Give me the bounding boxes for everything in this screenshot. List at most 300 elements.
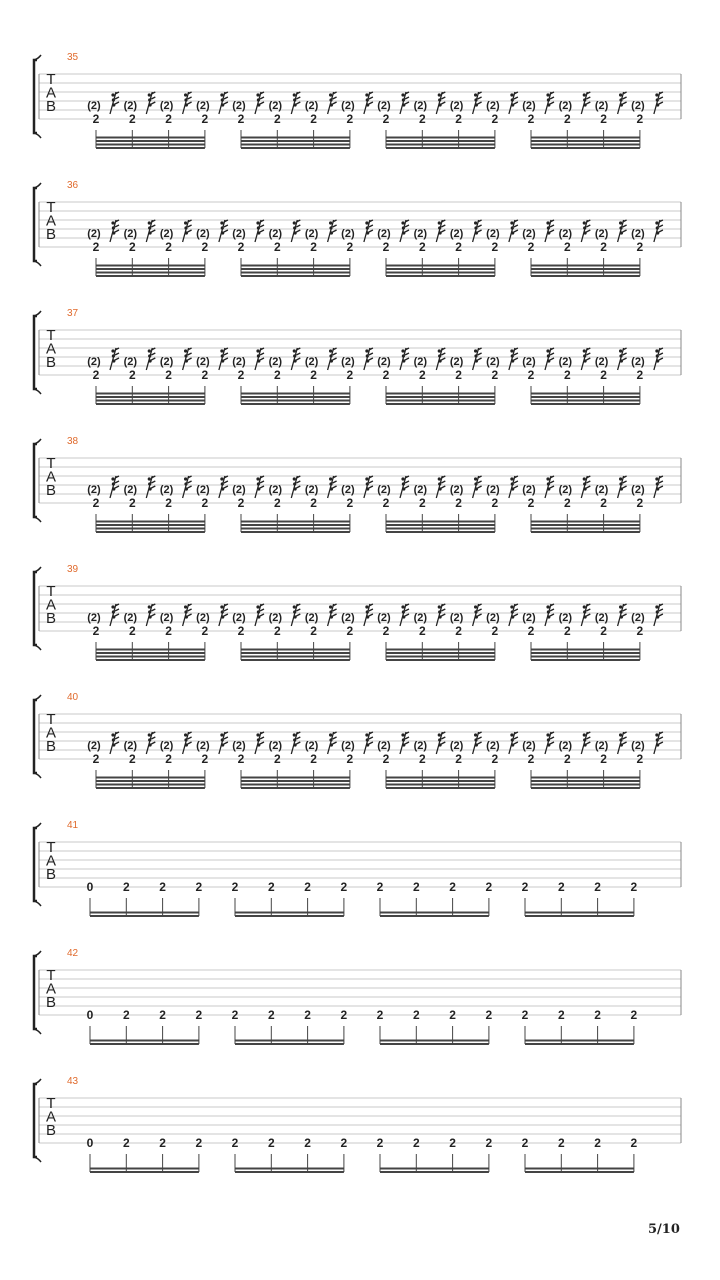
rhythm-slash-mark (183, 348, 192, 370)
slash-dot (401, 733, 404, 736)
slash-dot (185, 487, 188, 490)
slash-flag (151, 230, 155, 232)
slash-dot (583, 477, 586, 480)
slash-dot (438, 733, 441, 736)
slash-dot (293, 93, 296, 96)
slash-dot (365, 349, 368, 352)
slash-dot (112, 743, 115, 746)
slash-flag (405, 353, 409, 355)
ghost-note: (2) (268, 740, 283, 752)
slash-dot (401, 93, 404, 96)
fret-number: 2 (310, 752, 317, 766)
fret-number: 2 (449, 1008, 456, 1022)
system-bracket (34, 60, 37, 133)
ghost-note: (2) (449, 228, 464, 240)
slash-flag (115, 486, 119, 488)
slash-flag (224, 230, 228, 232)
bracket-top-hook (34, 823, 41, 828)
beat-group (232, 1008, 348, 1044)
rhythm-slash-mark (654, 220, 663, 242)
ghost-note: (2) (377, 612, 391, 624)
ghost-note: (2) (87, 228, 101, 240)
slash-dot (439, 359, 442, 362)
slash-dot (330, 743, 333, 746)
slash-flag (333, 742, 337, 744)
slash-dot (221, 354, 224, 357)
slash-flag (333, 353, 337, 355)
tab-clef-letter: B (45, 226, 57, 243)
rhythm-slash-mark (146, 220, 155, 242)
slash-flag (514, 614, 518, 616)
slash-flag (659, 225, 663, 227)
ghost-note: (2) (159, 484, 174, 496)
slash-flag (115, 609, 119, 611)
slash-dot (257, 482, 260, 485)
rhythm-slash-mark (219, 732, 228, 754)
slash-flag (623, 97, 627, 99)
slash-flag (586, 614, 590, 616)
fret-number: 2 (491, 624, 499, 638)
ghost-note: (2) (631, 100, 645, 112)
slash-flag (623, 481, 627, 483)
slash-dot (511, 743, 514, 746)
fret-number: 2 (237, 112, 245, 126)
rhythm-slash-mark (146, 92, 155, 114)
slash-dot (257, 231, 260, 234)
rhythm-slash-mark (509, 220, 518, 242)
fret-number: 2 (636, 240, 644, 254)
ghost-note: (2) (522, 612, 536, 624)
fret-number: 2 (346, 368, 354, 382)
slash-flag (260, 353, 264, 355)
slash-flag (224, 486, 228, 488)
slash-flag (405, 97, 409, 99)
slash-dot (655, 93, 658, 96)
beat-group (232, 1136, 348, 1172)
slash-flag (586, 737, 590, 739)
beat-group (87, 880, 203, 916)
slash-dot (366, 487, 369, 490)
ghost-note: (2) (413, 612, 428, 624)
slash-dot (474, 738, 477, 741)
slash-dot (184, 482, 187, 485)
ghost-note: (2) (377, 100, 391, 112)
fret-number: 2 (231, 1136, 239, 1150)
rhythm-slash-mark (328, 604, 337, 626)
rhythm-slash-mark (618, 732, 627, 754)
ghost-note: (2) (304, 356, 319, 368)
rhythm-slash-mark (146, 604, 155, 626)
rhythm-slash-mark (400, 348, 409, 370)
slash-flag (151, 481, 155, 483)
slash-dot (438, 221, 441, 224)
fret-number: 2 (231, 880, 239, 894)
slash-dot (474, 482, 477, 485)
slash-flag (478, 737, 482, 739)
slash-dot (583, 610, 586, 613)
slash-dot (257, 98, 260, 101)
fret-number: 2 (418, 240, 426, 254)
slash-dot (149, 231, 152, 234)
fret-number: 2 (310, 112, 317, 126)
fret-number: 2 (594, 880, 601, 894)
slash-dot (401, 349, 404, 352)
tab-staff-graphic (0, 820, 720, 948)
slash-dot (148, 733, 151, 736)
tab-staff-graphic (0, 308, 720, 436)
fret-number: 2 (159, 880, 166, 894)
slash-dot (619, 477, 622, 480)
bar-number: 42 (67, 948, 79, 959)
slash-flag (115, 225, 119, 227)
rhythm-slash-mark (654, 476, 663, 498)
slash-dot (220, 605, 223, 608)
slash-flag (333, 609, 337, 611)
slash-dot (619, 733, 622, 736)
slash-dot (330, 615, 333, 618)
slash-dot (112, 103, 115, 106)
ghost-note: (2) (631, 484, 645, 496)
rhythm-slash-mark (364, 604, 373, 626)
slash-flag (296, 609, 300, 611)
slash-dot (402, 359, 405, 362)
slash-flag (441, 614, 445, 616)
fret-number: 2 (418, 112, 426, 126)
ghost-note: (2) (268, 484, 283, 496)
beat-group (377, 604, 518, 660)
slash-flag (478, 614, 482, 616)
slash-dot (655, 221, 658, 224)
slash-dot (583, 349, 586, 352)
beat-group (87, 92, 228, 148)
rhythm-slash-mark (436, 476, 445, 498)
ghost-note: (2) (377, 356, 391, 368)
tab-system (0, 564, 720, 692)
slash-dot (438, 610, 441, 613)
slash-dot (148, 349, 151, 352)
fret-number: 2 (527, 112, 535, 126)
fret-number: 2 (563, 240, 571, 254)
slash-flag (514, 97, 518, 99)
slash-dot (366, 354, 369, 357)
slash-dot (184, 93, 187, 96)
slash-dot (293, 226, 296, 229)
slash-dot (185, 103, 188, 106)
ghost-note: (2) (558, 612, 573, 624)
slash-flag (260, 481, 264, 483)
rhythm-slash-mark (110, 348, 119, 370)
tab-clef-letter: B (45, 994, 57, 1011)
slash-dot (474, 221, 477, 224)
slash-flag (260, 742, 264, 744)
fret-number: 2 (382, 368, 390, 382)
tab-clef-letter: A (45, 852, 57, 870)
fret-number: 2 (92, 240, 100, 254)
slash-dot (148, 93, 151, 96)
slash-dot (547, 226, 550, 229)
slash-dot (655, 605, 658, 608)
fret-number: 2 (636, 624, 644, 638)
slash-dot (439, 615, 442, 618)
slash-dot (329, 221, 332, 224)
beat-group (232, 476, 373, 532)
rhythm-slash-mark (110, 732, 119, 754)
slash-flag (369, 737, 373, 739)
slash-flag (478, 353, 482, 355)
ghost-note: (2) (196, 612, 210, 624)
slash-dot (510, 93, 513, 96)
slash-dot (655, 477, 658, 480)
slash-flag (333, 225, 337, 227)
slash-dot (257, 226, 260, 229)
fret-number: 2 (273, 240, 281, 254)
bar-number: 43 (67, 1076, 79, 1087)
tab-system (0, 308, 720, 436)
tab-staff-graphic (0, 52, 720, 180)
slash-dot (112, 487, 115, 490)
fret-number: 2 (267, 1136, 275, 1150)
slash-flag (115, 353, 119, 355)
fret-number: 2 (128, 496, 136, 510)
ghost-note: (2) (196, 228, 210, 240)
slash-dot (439, 103, 442, 106)
fret-number: 2 (521, 1136, 529, 1150)
slash-dot (583, 226, 586, 229)
ghost-note: (2) (196, 100, 210, 112)
slash-flag (514, 742, 518, 744)
slash-dot (511, 226, 514, 229)
slash-flag (659, 486, 663, 488)
slash-dot (184, 605, 187, 608)
slash-dot (547, 354, 550, 357)
tab-clef-letter: B (45, 738, 57, 755)
fret-number: 2 (159, 1008, 166, 1022)
slash-flag (333, 481, 337, 483)
slash-dot (148, 354, 151, 357)
rhythm-slash-mark (436, 348, 445, 370)
slash-dot (184, 349, 187, 352)
slash-flag (659, 737, 663, 739)
fret-number: 2 (485, 1008, 493, 1022)
slash-flag (369, 486, 373, 488)
slash-dot (619, 349, 622, 352)
fret-number: 2 (165, 752, 172, 766)
tab-clef-letter: A (45, 980, 57, 998)
rhythm-slash-mark (364, 476, 373, 498)
slash-dot (366, 98, 369, 101)
ghost-note: (2) (594, 100, 609, 112)
rhythm-slash-mark (581, 732, 590, 754)
slash-flag (550, 486, 554, 488)
slash-dot (330, 103, 333, 106)
slash-flag (659, 230, 663, 232)
ghost-note: (2) (558, 356, 573, 368)
slash-dot (583, 221, 586, 224)
slash-dot (329, 482, 332, 485)
slash-dot (475, 103, 478, 106)
system-bracket (34, 828, 37, 901)
ghost-note: (2) (449, 740, 464, 752)
slash-flag (188, 737, 192, 739)
system-bracket (34, 316, 37, 389)
beat-group (87, 348, 228, 404)
slash-dot (401, 605, 404, 608)
fret-number: 2 (455, 496, 462, 510)
ghost-note: (2) (486, 484, 500, 496)
slash-flag (333, 737, 337, 739)
slash-dot (656, 487, 659, 490)
slash-flag (151, 737, 155, 739)
slash-flag (550, 614, 554, 616)
fret-number: 2 (237, 240, 245, 254)
rhythm-slash-mark (436, 220, 445, 242)
ghost-note: (2) (123, 484, 138, 496)
slash-dot (221, 359, 224, 362)
slash-dot (511, 610, 514, 613)
bar-number: 39 (67, 564, 79, 575)
rhythm-slash-mark (654, 604, 663, 626)
slash-dot (547, 615, 550, 618)
slash-dot (438, 477, 441, 480)
slash-flag (405, 481, 409, 483)
rhythm-slash-mark (400, 92, 409, 114)
fret-number: 2 (231, 1008, 239, 1022)
slash-dot (294, 743, 297, 746)
ghost-note: (2) (159, 228, 174, 240)
slash-dot (401, 477, 404, 480)
system-bracket (34, 956, 37, 1029)
slash-flag (151, 353, 155, 355)
slash-flag (405, 230, 409, 232)
slash-flag (115, 102, 119, 104)
tab-clef-letter: T (46, 327, 56, 344)
slash-dot (221, 738, 224, 741)
fret-number: 2 (201, 368, 209, 382)
slash-flag (369, 609, 373, 611)
beat-group (87, 1008, 203, 1044)
slash-flag (405, 737, 409, 739)
slash-dot (185, 615, 188, 618)
fret-number: 2 (600, 752, 607, 766)
slash-flag (405, 102, 409, 104)
slash-flag (478, 230, 482, 232)
ghost-note: (2) (196, 740, 210, 752)
ghost-note: (2) (413, 228, 428, 240)
slash-dot (620, 231, 623, 234)
rhythm-slash-mark (618, 476, 627, 498)
slash-flag (586, 609, 590, 611)
slash-flag (659, 353, 663, 355)
slash-dot (184, 226, 187, 229)
rhythm-slash-mark (328, 348, 337, 370)
slash-flag (550, 358, 554, 360)
fret-number: 2 (455, 752, 462, 766)
slash-flag (151, 225, 155, 227)
ghost-note: (2) (631, 612, 645, 624)
rhythm-slash-mark (219, 348, 228, 370)
fret-number: 2 (92, 624, 100, 638)
slash-dot (221, 231, 224, 234)
fret-number: 2 (92, 752, 100, 766)
slash-dot (475, 231, 478, 234)
slash-dot (184, 610, 187, 613)
slash-flag (478, 609, 482, 611)
ghost-note: (2) (304, 740, 319, 752)
slash-flag (550, 225, 554, 227)
ghost-note: (2) (558, 100, 573, 112)
fret-number: 2 (636, 112, 644, 126)
beat-group (522, 348, 663, 404)
fret-number: 2 (636, 752, 644, 766)
ghost-note: (2) (268, 612, 283, 624)
slash-dot (256, 349, 259, 352)
slash-dot (474, 349, 477, 352)
slash-flag (623, 102, 627, 104)
slash-dot (656, 98, 659, 101)
rhythm-slash-mark (255, 732, 264, 754)
fret-number: 2 (376, 1008, 384, 1022)
slash-flag (260, 225, 264, 227)
slash-flag (478, 358, 482, 360)
beat-group (377, 732, 518, 788)
tab-clef-letter: B (45, 866, 57, 883)
tab-clef-letter: T (46, 583, 56, 600)
fret-number: 2 (418, 496, 426, 510)
slash-flag (405, 358, 409, 360)
ghost-note: (2) (522, 100, 536, 112)
fret-number: 2 (267, 1008, 275, 1022)
slash-flag (369, 230, 373, 232)
rhythm-slash-mark (110, 220, 119, 242)
fret-number: 2 (273, 112, 281, 126)
beat-group (232, 732, 373, 788)
bracket-top-hook (34, 439, 41, 444)
fret-number: 2 (201, 624, 209, 638)
slash-flag (586, 481, 590, 483)
beat-group (522, 476, 663, 532)
slash-dot (438, 349, 441, 352)
fret-number: 2 (418, 752, 426, 766)
slash-dot (256, 733, 259, 736)
slash-flag (586, 230, 590, 232)
bracket-bottom-hook (34, 389, 41, 394)
bracket-top-hook (34, 311, 41, 316)
slash-dot (256, 605, 259, 608)
slash-flag (296, 102, 300, 104)
slash-flag (405, 614, 409, 616)
slash-dot (438, 93, 441, 96)
slash-dot (510, 605, 513, 608)
slash-dot (257, 487, 260, 490)
tab-staff-graphic (0, 692, 720, 820)
fret-number: 2 (273, 496, 281, 510)
beat-group (232, 92, 373, 148)
fret-number: 2 (273, 368, 281, 382)
fret-number: 2 (563, 752, 571, 766)
ghost-note: (2) (594, 356, 609, 368)
ghost-note: (2) (558, 740, 573, 752)
rhythm-slash-mark (436, 732, 445, 754)
rhythm-slash-mark (473, 220, 482, 242)
tab-system (0, 436, 720, 564)
fret-number: 2 (273, 624, 281, 638)
slash-dot (329, 349, 332, 352)
slash-flag (260, 737, 264, 739)
fret-number: 2 (600, 368, 607, 382)
slash-flag (441, 742, 445, 744)
slash-dot (474, 477, 477, 480)
slash-dot (220, 477, 223, 480)
